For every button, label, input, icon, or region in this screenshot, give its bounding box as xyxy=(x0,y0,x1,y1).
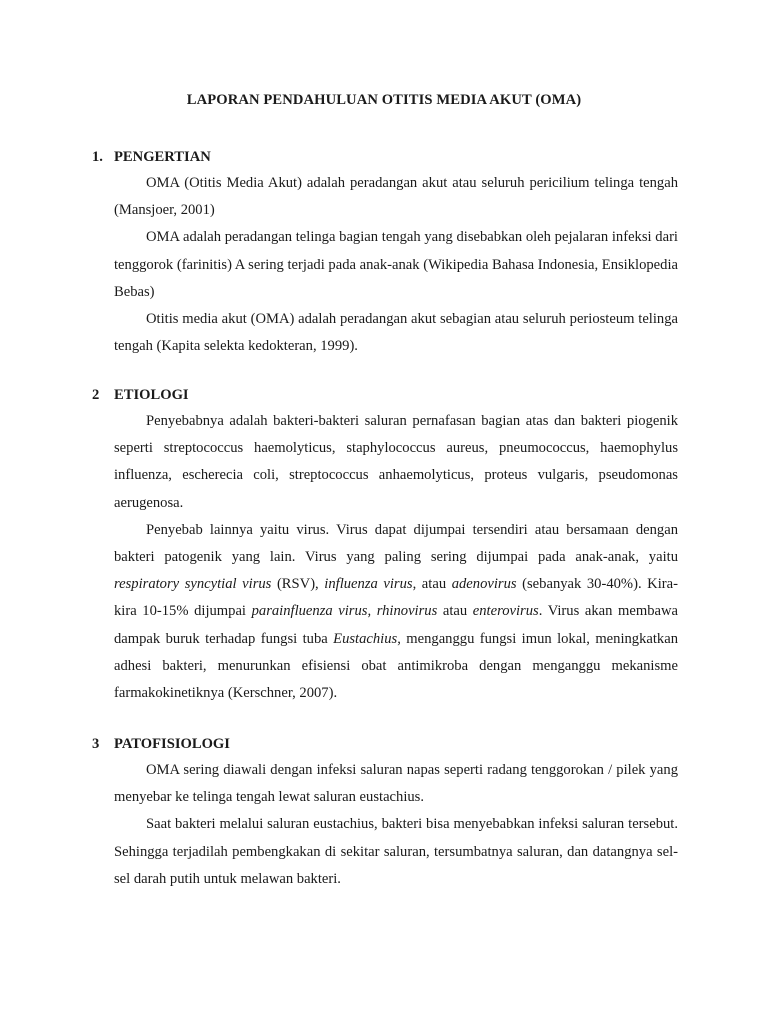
section-title: PENGERTIAN xyxy=(114,149,211,165)
italic-text: adenovirus xyxy=(451,576,517,593)
section-heading xyxy=(92,731,678,757)
text-run: , menganggu fungsi imun lokal, meningkatkan adhesi bakteri, menurunkan efisiensi obat antimikroba dengan menganggu mekanisme farmakokinetiknya (Kerschner, 2007). xyxy=(114,630,678,702)
italic-text: influenza virus xyxy=(324,576,413,593)
paragraph xyxy=(92,408,678,517)
italic-text: respiratory syncytial virus xyxy=(114,576,272,593)
text-run: , atau xyxy=(412,576,452,593)
paragraph xyxy=(92,306,678,360)
text-run: Penyebabnya adalah bakteri-bakteri saluran pernafasan bagian atas dan bakteri piogenik seperti streptococcus haemolyticus, staphylococcus aureus, pneumococcus, haemophylus influenza, escherecia coli, streptococcus anhaemolyticus, proteus vulgaris, pseudomonas aerugenosa. xyxy=(114,413,678,511)
section-pengertian xyxy=(92,144,678,360)
text-run: Saat bakteri melalui saluran eustachius, bakteri bisa menyebabkan infeksi saluran tersebut. Sehingga terjadilah pembengkakan di sekitar saluran, tersumbatnya saluran, dan datangnya sel-sel darah putih untuk melawan bakteri. xyxy=(114,816,678,887)
section-body xyxy=(92,170,678,360)
paragraph xyxy=(92,811,678,893)
section-number: 1. xyxy=(92,149,103,165)
section-patofisiologi xyxy=(92,731,678,893)
text-run: OMA (Otitis Media Akut) adalah peradangan akut atau seluruh pericilium telinga tengah (Mansjoer, 2001) xyxy=(114,175,678,219)
section-number: 3 xyxy=(92,736,100,752)
paragraph xyxy=(92,170,678,224)
section-heading xyxy=(92,144,678,170)
section-number: 2 xyxy=(92,387,100,403)
italic-text: parainfluenza virus, rhinovirus xyxy=(251,603,438,620)
section-heading xyxy=(92,382,678,408)
paragraph xyxy=(92,517,678,707)
section-etiologi xyxy=(92,382,678,707)
text-run: . Virus akan membawa dampak buruk terhadap fungsi tuba xyxy=(114,603,678,647)
text-run: Otitis media akut (OMA) adalah peradangan akut sebagian atau seluruh periosteum telinga tengah (Kapita selekta kedokteran, 1999). xyxy=(114,311,678,355)
italic-text: Eustachius xyxy=(333,630,398,647)
text-run: atau xyxy=(437,603,473,620)
text-run: OMA sering diawali dengan infeksi saluran napas seperti radang tenggorokan / pilek yang menyebar ke telinga tengah lewat saluran eustachius. xyxy=(114,762,678,806)
text-run: (RSV), xyxy=(271,576,325,593)
text-run: (sebanyak 30-40%). Kira-kira 10-15% dijumpai xyxy=(114,576,678,620)
paragraph xyxy=(92,757,678,811)
paragraph xyxy=(92,224,678,306)
text-run: Penyebab lainnya yaitu virus. Virus dapat dijumpai tersendiri atau bersamaan dengan bakteri patogenik yang lain. Virus yang paling sering dijumpai pada anak-anak, yaitu xyxy=(114,521,678,566)
document-title: LAPORAN PENDAHULUAN OTITIS MEDIA AKUT (OMA) xyxy=(186,92,582,108)
section-title: PATOFISIOLOGI xyxy=(114,736,230,752)
italic-text: enterovirus xyxy=(472,603,539,620)
section-body xyxy=(92,408,678,707)
text-run: OMA adalah peradangan telinga bagian tengah yang disebabkan oleh pejalaran infeksi dari tenggorok (farinitis) A sering terjadi pada anak-anak (Wikipedia Bahasa Indonesia, Ensiklopedia Bebas) xyxy=(114,229,678,300)
section-body xyxy=(92,757,678,893)
section-title: ETIOLOGI xyxy=(114,387,189,403)
